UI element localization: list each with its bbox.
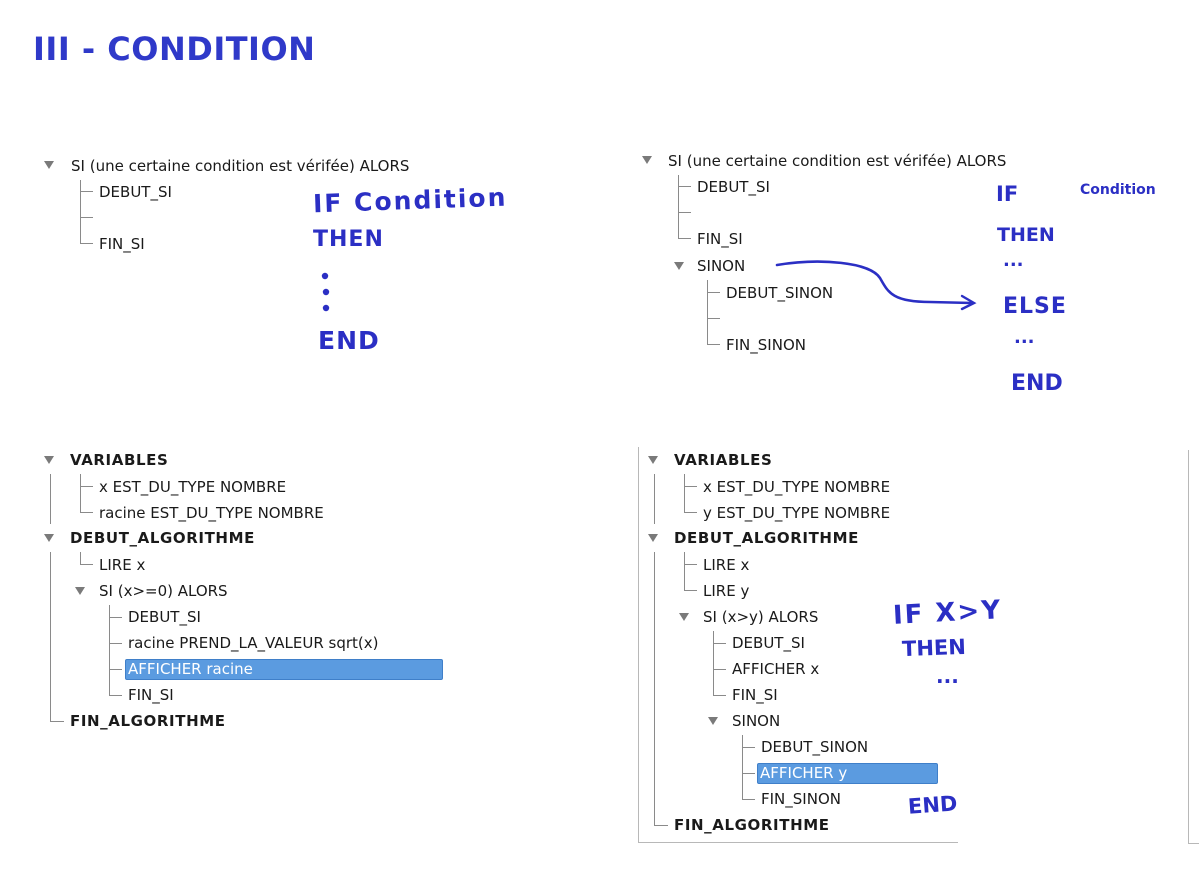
tree-connector	[50, 721, 64, 722]
tree-connector	[109, 617, 122, 618]
tree-node-si[interactable]: SI (x>y) ALORS	[703, 608, 819, 626]
ink-dot	[323, 289, 329, 295]
expand-triangle-icon[interactable]	[679, 613, 689, 621]
tree-node-fin-sinon[interactable]: FIN_SINON	[726, 336, 806, 354]
tree-connector	[684, 552, 685, 591]
tree-node-selected[interactable]: AFFICHER y	[757, 763, 938, 784]
tree-connector	[707, 318, 720, 319]
tree-node-si[interactable]: SI (une certaine condition est vérifée) ALORS	[668, 152, 1007, 170]
tree-node-fin-algorithme[interactable]: FIN_ALGORITHME	[674, 816, 830, 834]
panel-border	[638, 447, 639, 843]
tree-node-lire[interactable]: LIRE x	[99, 556, 146, 574]
tree-node-debut-si[interactable]: DEBUT_SI	[99, 183, 172, 201]
tree-connector	[50, 552, 51, 722]
tree-node-lire[interactable]: LIRE y	[703, 582, 750, 600]
tree-node-fin-si[interactable]: FIN_SI	[99, 235, 145, 253]
panel-border	[1188, 843, 1199, 844]
tree-node-fin-si[interactable]: FIN_SI	[697, 230, 743, 248]
tree-connector	[654, 474, 655, 524]
note-else: ELSE	[1003, 294, 1067, 319]
note-dots: ...	[1003, 250, 1024, 271]
note-dots: ...	[1014, 327, 1035, 348]
tree-connector	[742, 735, 743, 799]
tree-node-instruction[interactable]: AFFICHER x	[732, 660, 820, 678]
note-end: END	[318, 326, 380, 355]
note-then: THEN	[997, 224, 1055, 246]
tree-node-instruction[interactable]: racine PREND_LA_VALEUR sqrt(x)	[128, 634, 379, 652]
note-if-condition: IF Condition	[312, 182, 508, 219]
tree-node-variable[interactable]: x EST_DU_TYPE NOMBRE	[703, 478, 891, 496]
tree-connector	[678, 238, 691, 239]
tree-connector	[742, 773, 755, 774]
expand-triangle-icon[interactable]	[674, 262, 684, 270]
expand-triangle-icon[interactable]	[648, 534, 658, 542]
tree-connector	[684, 486, 697, 487]
panel-border	[638, 842, 958, 843]
tree-node-debut-sinon[interactable]: DEBUT_SINON	[726, 284, 834, 302]
note-if: IF	[996, 182, 1019, 206]
tree-node-variable[interactable]: y EST_DU_TYPE NOMBRE	[703, 504, 891, 522]
tree-connector	[80, 486, 93, 487]
tree-node-variables[interactable]: VARIABLES	[70, 451, 169, 469]
tree-connector	[80, 191, 93, 192]
note-dots: ...	[936, 664, 959, 688]
tree-node-si[interactable]: SI (une certaine condition est vérifée) ALORS	[71, 157, 410, 175]
tree-connector	[684, 590, 697, 591]
tree-node-sinon[interactable]: SINON	[697, 257, 746, 275]
expand-triangle-icon[interactable]	[708, 717, 718, 725]
tree-node-debut-algorithme[interactable]: DEBUT_ALGORITHME	[70, 529, 255, 547]
tree-connector	[80, 564, 93, 565]
tree-connector	[684, 512, 697, 513]
tree-connector	[654, 552, 655, 826]
tree-connector	[713, 631, 714, 695]
tree-connector	[50, 474, 51, 524]
tree-connector	[684, 564, 697, 565]
tree-connector	[742, 799, 755, 800]
tree-connector	[713, 669, 726, 670]
note-condition: Condition	[1080, 182, 1156, 198]
tree-connector	[109, 695, 122, 696]
tree-connector	[678, 212, 691, 213]
tree-connector	[713, 643, 726, 644]
tree-connector	[80, 512, 93, 513]
tree-connector	[109, 643, 122, 644]
ink-dot	[322, 273, 328, 279]
ink-dot	[323, 305, 329, 311]
tree-node-lire[interactable]: LIRE x	[703, 556, 750, 574]
tree-connector	[713, 695, 726, 696]
expand-triangle-icon[interactable]	[648, 456, 658, 464]
panel-border	[1188, 450, 1189, 844]
tree-connector	[80, 217, 93, 218]
note-end: END	[907, 791, 959, 819]
tree-connector	[678, 186, 691, 187]
expand-triangle-icon[interactable]	[44, 456, 54, 464]
tree-node-fin-sinon[interactable]: FIN_SINON	[761, 790, 841, 808]
tree-node-variables[interactable]: VARIABLES	[674, 451, 773, 469]
tree-connector	[684, 474, 685, 512]
tree-connector	[80, 243, 93, 244]
note-then: THEN	[901, 634, 967, 662]
expand-triangle-icon[interactable]	[75, 587, 85, 595]
tree-connector	[80, 474, 81, 512]
tree-node-debut-si[interactable]: DEBUT_SI	[732, 634, 805, 652]
tree-node-debut-si[interactable]: DEBUT_SI	[128, 608, 201, 626]
note-end: END	[1011, 371, 1063, 396]
tree-node-variable[interactable]: x EST_DU_TYPE NOMBRE	[99, 478, 287, 496]
tree-node-variable[interactable]: racine EST_DU_TYPE NOMBRE	[99, 504, 324, 522]
tree-node-si[interactable]: SI (x>=0) ALORS	[99, 582, 228, 600]
tree-connector	[654, 825, 668, 826]
tree-connector	[707, 292, 720, 293]
tree-node-debut-si[interactable]: DEBUT_SI	[697, 178, 770, 196]
tree-node-fin-algorithme[interactable]: FIN_ALGORITHME	[70, 712, 226, 730]
tree-connector	[742, 747, 755, 748]
tree-connector	[109, 669, 122, 670]
tree-connector	[707, 344, 720, 345]
expand-triangle-icon[interactable]	[44, 534, 54, 542]
tree-node-selected[interactable]: AFFICHER racine	[125, 659, 443, 680]
tree-node-debut-algorithme[interactable]: DEBUT_ALGORITHME	[674, 529, 859, 547]
page-title: III - CONDITION	[33, 30, 316, 68]
arrow-head-icon	[962, 296, 974, 309]
tree-node-fin-si[interactable]: FIN_SI	[128, 686, 174, 704]
tree-node-fin-si[interactable]: FIN_SI	[732, 686, 778, 704]
tree-connector	[80, 180, 81, 244]
note-then: THEN	[313, 227, 384, 252]
tree-node-sinon[interactable]: SINON	[732, 712, 781, 730]
tree-connector	[109, 605, 110, 695]
tree-connector	[678, 175, 679, 239]
note-if-x-y: IF X>Y	[892, 595, 1003, 631]
expand-triangle-icon[interactable]	[44, 161, 54, 169]
tree-node-debut-sinon[interactable]: DEBUT_SINON	[761, 738, 869, 756]
tree-connector	[707, 280, 708, 344]
expand-triangle-icon[interactable]	[642, 156, 652, 164]
